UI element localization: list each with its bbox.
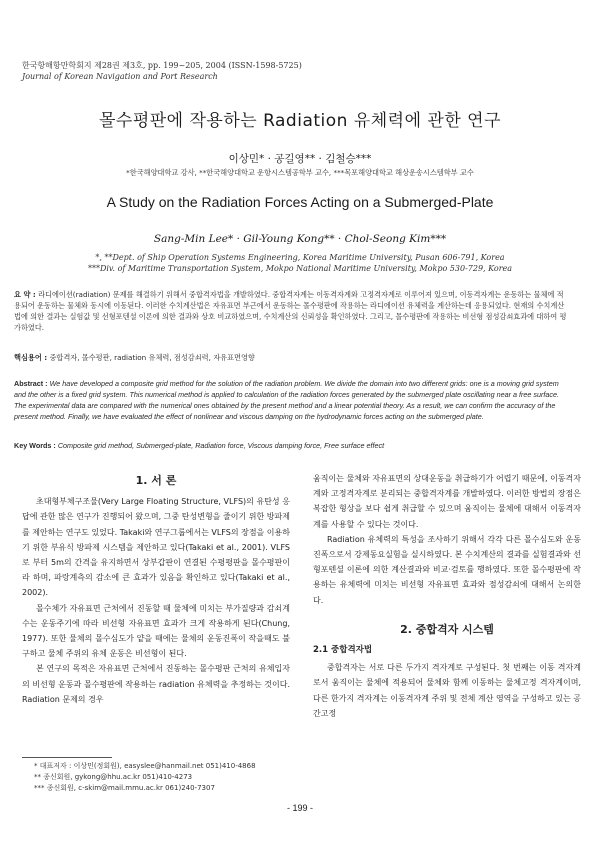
keywords-kr — [14, 352, 569, 363]
right-column — [313, 471, 581, 721]
section-2-1-paragraph: 중합격자는 서로 다른 두가지 격자계로 구성된다. 첫 번째는 이동 격자계로서 움직이는 물체에 적용되어 물체와 함께 이동하는 물체고정 격자계이며, 다른 한가지 격자계는 이동격자계 주위 및 전체 계산 영역을 구성하고 있는 공간고정 — [313, 663, 581, 718]
abstract-kr-text: 라디에이션(radiation) 문제를 해결하기 위해서 중합격자법을 개발하였다. 중합격자계는 이동격자계와 고정격자계로 이루어져 있으며, 이동격자계는 운동하는 물체에 적용되어 운동하는 물체와 동시에 이동된다. 이러한 수치계산법은 자유표면 부근에서 운동하는 몰수평판에 작용하는 라디에이션 유체력을 계산하는데 응용되었다. 현재의 수치계산법에 의한 결과는 실험값 및 선형포텐셜 이론에 의한 결과와 상호 비교하였으며, 수치계산의 신뢰성을 확인하였다. 그리고, 몰수평판에 작용하는 비선형 점성감쇠효과에 대하여 평가하였다. — [14, 290, 567, 332]
affiliation-en-line: ***Div. of Maritime Transportation System, Mokpo National Maritime University, Mokpo 530-729, Korea — [87, 264, 513, 273]
affiliations-en — [0, 252, 600, 274]
abstract-en-label: Abstract : — [14, 379, 48, 388]
paper-title-en: A Study on the Radiation Forces Acting on a Submerged-Plate — [106, 194, 494, 210]
section-2-1-heading: 2.1 중합격자법 — [313, 645, 373, 656]
authors-en: Sang-Min Lee* · Gil-Young Kong** · Chol-Seong Kim*** — [153, 233, 447, 245]
footnotes — [22, 757, 290, 794]
abstract-en-text: We have developed a composite grid method for the solution of the radiation problem. We divide the domain into two different grids: one is a moving grid system and the other is a fixed grid system. This numerical method is applied to calculation of the radiation forces generated by the submerged plate oscillating near a free surface. The experimental data are compared with the numerical ones obtained by the present method and a linear potential theory. As a result, we can confirm the accuracy of the present method. Finally, we have evaluated the effect of nonlinear and viscous damping on the hydrodynamic forces acting on the submerged plate. — [14, 379, 559, 421]
abstract-kr-label: 요 약 : — [14, 290, 36, 299]
section-1-paragraph: Radiation 유체력의 특성을 조사하기 위해서 각각 다른 몰수심도와 운동진폭으로서 강제동요실험을 실시하였다. 본 수치계산의 결과를 실험결과와 선형포텐셜 이론에 의한 계산결과와 비교·검토를 행하였다. 또한 몰수평판에 작용하는 유체력에 미치는 비선형 자유표면 효과와 점성감쇠에 대해서 논의한다. — [313, 534, 581, 605]
affiliation-en-line: *, **Dept. of Ship Operation Systems Engineering, Korea Maritime University, Pusan 606-791, Korea — [95, 253, 505, 262]
keywords-en — [14, 440, 569, 451]
section-1-paragraph: 초대형부체구조물(Very Large Floating Structure, VLFS)의 유탄성 응답에 관한 많은 연구가 진행되어 왔으며, 그중 탄성변형을 줄이기 위한 방파제를 제안하는 연구도 있었다. Takaki와 연구그룹에서는 VLFS의 장점을 이용하기 위한 부유식 방파제 시스템을 제안하고 있다(Takaki et al., 2001). VLFS로 부터 5m의 간격을 유지하면서 상부갑판이 연결된 수평평판을 몰수평판이라 하며, 파랑계측의 감소에 큰 효과가 있음을 확인하고 있다(Takaki et al., 2002). — [22, 497, 290, 598]
page-number: - 199 - — [286, 803, 313, 813]
section-1-paragraph: 움직이는 물체와 자유표면의 상대운동을 취급하기가 어렵기 때문에, 이동격자계와 고정격자계로 분리되는 중합격자계를 개발하였다. 이러한 방법의 장점은 복잡한 형상을 보다 쉽게 취급할 수 있으며 움직이는 물체에 대해서 이동격자계를 사용할 수 있다는 것이다. — [313, 474, 581, 529]
section-1-heading: 1. 서 론 — [135, 474, 177, 487]
keywords-en-label: Key Words : — [14, 441, 56, 450]
journal-citation: 한국항해항만학회지 제28권 제3호, pp. 199~205, 2004 (ISSN-1598-5725) — [22, 61, 302, 70]
affiliations-kr: *한국해양대학교 강사, **한국해양대학교 운항시스템공학부 교수, ***목포해양대학교 해상운송시스템학부 교수 — [126, 168, 474, 177]
journal-header — [22, 60, 302, 82]
section-1-paragraph: 몰수체가 자유표면 근처에서 진동할 때 물체에 미치는 부가질량과 감쇠계수는 운동주기에 따라 비선형 자유표면 효과가 크게 작용하게 된다(Chung, 1977). 또한 물체의 몰수심도가 얕을 때에는 물체의 운동진폭이 작을때도 불구하고 물체 주위의 유체 운동은 비선형이 된다. — [22, 603, 290, 659]
paper-title-kr: 몰수평판에 작용하는 Radiation 유체력에 관한 연구 — [98, 111, 502, 131]
authors-kr: 이상민* · 공길영** · 김철승*** — [228, 153, 372, 165]
footnote-rule — [22, 757, 112, 758]
keywords-kr-label: 핵심용어 : — [14, 353, 48, 362]
abstract-kr — [14, 289, 569, 333]
footnote: * 대표저자 : 이상민(정회원), easyslee@hanmail.net 051)410-4868 — [34, 762, 256, 770]
keywords-kr-text: 중합격자, 몰수평판, radiation 유체력, 점성감쇠력, 자유표면영향 — [49, 353, 255, 362]
section-2-heading: 2. 중합격자 시스템 — [400, 622, 494, 636]
journal-name-en: Journal of Korean Navigation and Port Research — [22, 72, 218, 81]
footnote: *** 종신회원, c-skim@mail.mmu.ac.kr 061)240-7307 — [34, 784, 215, 792]
footnote: ** 종신회원, gykong@hhu.ac.kr 051)410-4273 — [34, 773, 193, 781]
keywords-en-text: Composite grid method, Submerged-plate, Radiation force, Viscous damping force, Free surface effect — [57, 441, 385, 450]
abstract-en — [14, 378, 569, 422]
section-1-paragraph: 본 연구의 목적은 자유표면 근처에서 진동하는 몰수평판 근처의 유체입자의 비선형 운동과 몰수평판에 작용하는 radiation 유체력을 추정하는 것이다. Radiation 문제의 경우 — [22, 664, 290, 704]
left-column — [22, 471, 290, 707]
